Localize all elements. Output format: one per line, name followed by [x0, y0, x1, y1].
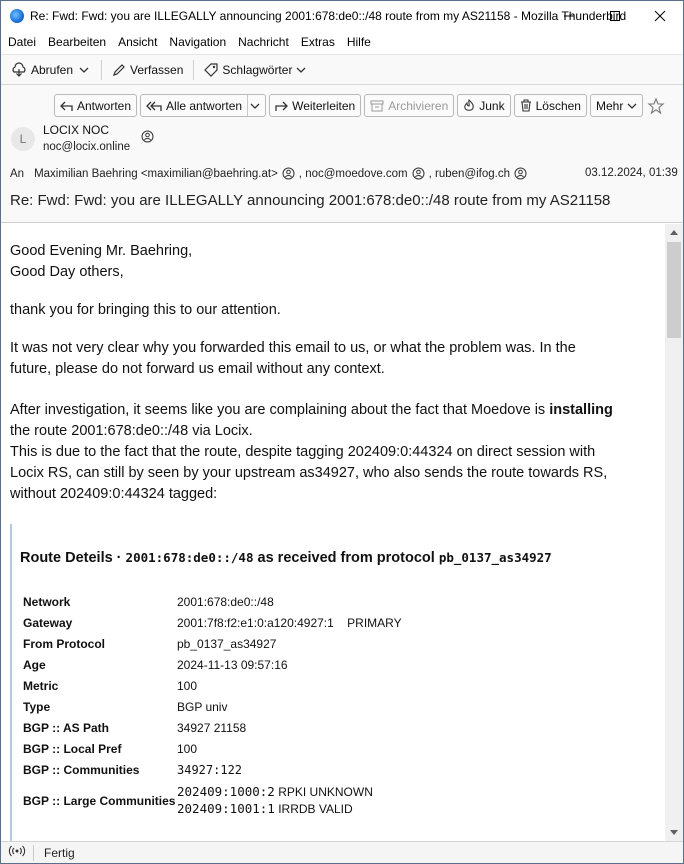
paragraph-3-line-3: This is due to the fact that the route, despite tagging 202409:0:44324 on direct session with [10, 444, 596, 460]
junk-label: Junk [479, 98, 505, 113]
route-key: BGP :: Large Communities [23, 794, 176, 808]
status-separator [33, 845, 34, 861]
chevron-down-icon [250, 102, 260, 110]
route-details-title [20, 550, 552, 566]
forward-icon [275, 100, 288, 112]
greeting-line-2: Good Day others, [10, 264, 124, 280]
route-key: Metric [23, 679, 59, 693]
paragraph-3-text: After investigation, it seems like you are complaining about the fact that Moedove is [10, 402, 550, 418]
reply-all-button[interactable] [140, 94, 266, 117]
pencil-icon [112, 63, 126, 77]
route-value: 100 [177, 742, 198, 756]
route-key: Network [23, 595, 71, 609]
contact-icon[interactable] [282, 167, 295, 180]
scrollbar-thumb[interactable] [667, 242, 681, 338]
chevron-down-icon [627, 102, 637, 110]
route-value: BGP univ [177, 700, 228, 714]
menu-ansicht[interactable]: Ansicht [118, 35, 158, 49]
header-button-row [54, 94, 664, 117]
tags-button[interactable] [200, 58, 310, 82]
route-title-middle: as received from protocol [253, 550, 439, 566]
route-value: 2001:7f8:f2:e1:0:a120:4927:1 PRIMARY [177, 616, 402, 630]
menu-bearbeiten[interactable]: Bearbeiten [48, 35, 107, 49]
paragraph-2-line-2: future, please do not forward us email without any context. [10, 361, 385, 377]
message-header [1, 85, 683, 223]
paragraph-2-line-1: It was not very clear why you forwarded this email to us, or what the problem was. In the [10, 340, 576, 356]
chevron-down-icon [79, 66, 89, 74]
more-button[interactable] [590, 94, 643, 117]
recipient-1[interactable]: Maximilian Baehring <maximilian@baehring.at> [34, 167, 278, 180]
paragraph-3-line-1 [10, 400, 660, 421]
contact-add-icon [141, 130, 154, 143]
maximize-button[interactable] [592, 1, 638, 31]
message-subject: Re: Fwd: Fwd: you are ILLEGALLY announcing 2001:678:de0::/48 route from my AS21158 [10, 192, 611, 209]
reply-all-icon [146, 100, 162, 112]
from-address[interactable]: noc@locix.online [43, 141, 131, 153]
window-title: Re: Fwd: Fwd: you are ILLEGALLY announcing 2001:678:de0::/48 route from my AS21158 - Mozilla Thunderbird [30, 9, 627, 23]
forward-button[interactable] [269, 94, 361, 117]
route-value: 2001:678:de0::/48 [177, 595, 274, 609]
scroll-down-arrow-icon [670, 830, 678, 835]
large-community-1 [177, 784, 373, 799]
quote-bar [10, 524, 12, 844]
reply-all-dropdown[interactable] [247, 95, 265, 116]
route-title-prefix-text: Route Deteils · [20, 550, 126, 566]
paragraph-3-bold: installing [549, 402, 613, 418]
route-key: BGP :: Local Pref [23, 742, 122, 756]
archive-icon [370, 100, 384, 112]
route-value: 100 [177, 679, 198, 693]
status-bar [1, 841, 683, 863]
star-icon [648, 98, 664, 114]
more-label: Mehr [595, 98, 624, 113]
scroll-down-button[interactable] [665, 824, 683, 841]
delete-label: Löschen [535, 98, 581, 113]
trash-icon [520, 99, 532, 112]
contact-icon[interactable] [412, 167, 425, 180]
menu-navigation[interactable]: Navigation [169, 35, 227, 49]
route-title-protocol: pb_0137_as34927 [438, 550, 552, 565]
route-value: pb_0137_as34927 [177, 637, 277, 651]
route-key: BGP :: Communities [23, 763, 140, 777]
toolbar-separator [101, 60, 102, 80]
route-value: 34927:122 [177, 763, 243, 777]
download-cloud-icon [11, 63, 27, 77]
route-key: From Protocol [23, 637, 106, 651]
route-value: 2024-11-13 09:57:16 [177, 658, 288, 672]
archive-label: Archivieren [388, 98, 449, 113]
chevron-down-icon [296, 66, 306, 74]
reply-icon [60, 100, 73, 112]
wireless-signal-icon [9, 845, 25, 857]
contact-icon[interactable] [514, 167, 527, 180]
paragraph-3-line-4: Locix RS, can still by seen by your upstream as34927, who also sends the route towards RS, [10, 465, 608, 481]
junk-button[interactable] [457, 94, 510, 117]
paragraph-1: thank you for bringing this to our attention. [10, 302, 281, 318]
contact-add-icon [412, 167, 425, 180]
to-label: An [10, 167, 25, 180]
recipient-separator: , [298, 167, 306, 180]
close-button[interactable] [637, 1, 683, 31]
menu-bar [1, 31, 683, 53]
route-key: Age [23, 658, 46, 672]
message-date: 03.12.2024, 01:39 [585, 167, 678, 179]
get-mail-label: Abrufen [31, 62, 74, 77]
minimize-icon [564, 11, 574, 21]
minimize-button[interactable] [546, 1, 592, 31]
paragraph-3-line-2: the route 2001:678:de0::/48 via Locix. [10, 423, 253, 439]
avatar: L [11, 127, 35, 151]
recipient-3[interactable]: ruben@ifog.ch [435, 167, 511, 180]
paragraph-3-line-5: without 202409:0:44324 tagged: [10, 486, 218, 502]
community-code: 202409:1000:2 [177, 784, 275, 799]
compose-label: Verfassen [130, 62, 184, 77]
tag-icon [204, 63, 218, 77]
forward-label: Weiterleiten [292, 98, 356, 113]
delete-button[interactable] [514, 94, 587, 117]
reply-label: Antworten [77, 98, 132, 113]
vertical-scrollbar[interactable] [665, 224, 683, 841]
menu-hilfe[interactable]: Hilfe [346, 35, 371, 49]
compose-button[interactable] [108, 58, 187, 82]
recipient-separator: , [428, 167, 436, 180]
star-button[interactable] [648, 98, 664, 114]
route-title-prefix: 2001:678:de0::/48 [125, 550, 254, 565]
toolbar-separator [193, 60, 194, 80]
junk-flame-icon [463, 99, 475, 112]
status-text: Fertig [44, 845, 75, 860]
get-mail-button[interactable] [7, 58, 77, 82]
contact-add-icon [514, 167, 527, 180]
menu-datei[interactable]: Datei [8, 35, 37, 49]
reply-all-label: Alle antworten [166, 98, 243, 113]
main-toolbar [1, 54, 683, 85]
contact-add-icon [282, 167, 295, 180]
maximize-icon [610, 11, 620, 21]
route-key: BGP :: AS Path [23, 721, 110, 735]
route-key: Gateway [23, 616, 73, 630]
reply-button[interactable] [54, 94, 137, 117]
tags-label: Schlagwörter [222, 62, 293, 77]
route-value: 34927 21158 [177, 721, 247, 735]
scroll-up-button[interactable] [665, 224, 683, 241]
close-icon [655, 11, 665, 21]
greeting-line-1: Good Evening Mr. Baehring, [10, 243, 193, 259]
title-bar[interactable] [1, 1, 683, 31]
large-community-2 [177, 801, 353, 816]
thunderbird-icon [10, 9, 24, 23]
route-key: Type [23, 700, 51, 714]
menu-nachricht[interactable]: Nachricht [238, 35, 289, 49]
scroll-up-arrow-icon [670, 230, 678, 235]
archive-button[interactable] [364, 94, 454, 117]
contact-icon[interactable] [141, 130, 154, 146]
message-body[interactable] [1, 224, 665, 841]
community-label: RPKI UNKNOWN [278, 785, 373, 799]
recipient-2[interactable]: noc@moedove.com [305, 167, 408, 180]
community-label: IRRDB VALID [278, 802, 353, 816]
community-code: 202409:1001:1 [177, 801, 275, 816]
recipients-row [10, 167, 531, 180]
from-name[interactable]: LOCIX NOC [43, 123, 110, 137]
get-mail-dropdown[interactable] [77, 58, 95, 82]
online-status-icon[interactable] [9, 845, 25, 860]
menu-extras[interactable]: Extras [300, 35, 335, 49]
